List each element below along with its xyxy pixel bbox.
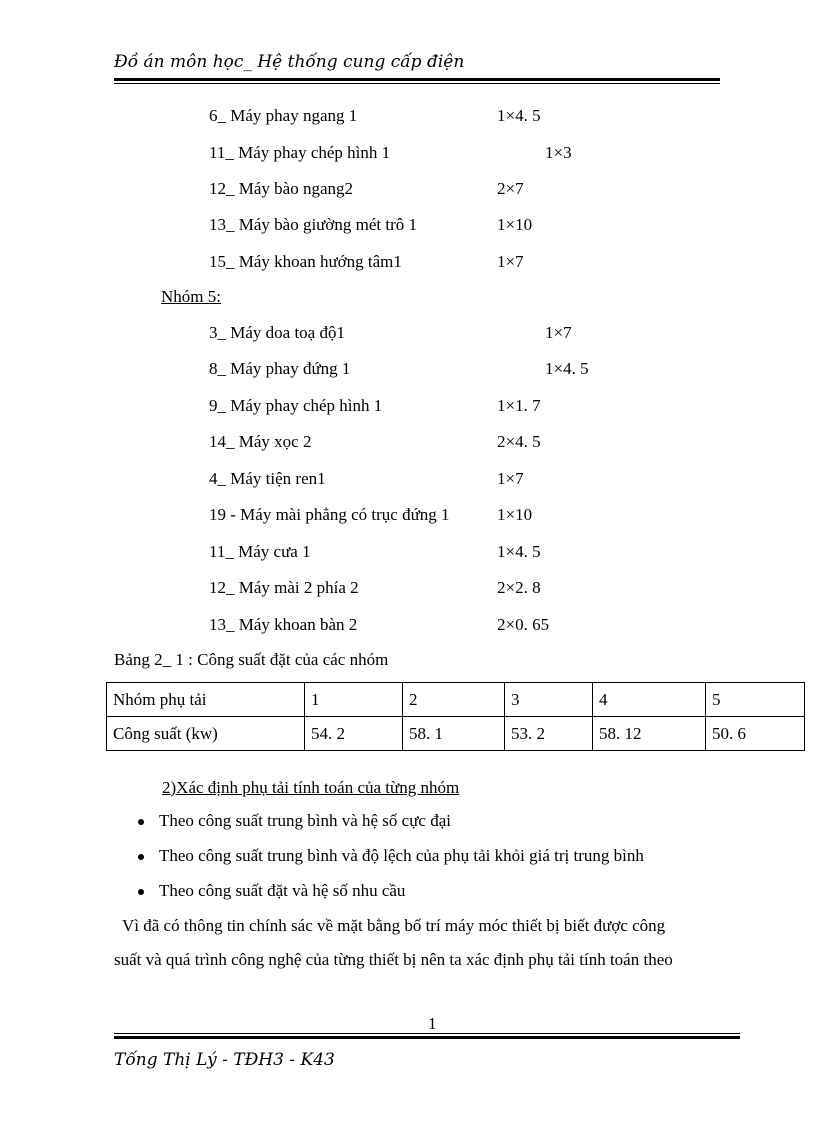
table-cell: 58. 12 [593,717,706,751]
bullet-text: Theo công suất đặt và hệ số nhu cầu [159,881,406,900]
footer-rule-thin [114,1033,740,1034]
list-item-name: 8_ Máy phay đứng 1 [209,359,351,378]
list-item-name: 13_ Máy khoan bàn 2 [209,615,358,634]
table-cell: 50. 6 [706,717,805,751]
footer-author: Tống Thị Lý - TĐH3 - K43 [114,1050,335,1070]
table-caption: Bảng 2_ 1 : Công suất đặt của các nhóm [114,650,389,669]
list-item-name: 14_ Máy xọc 2 [209,432,312,451]
table-cell: 53. 2 [505,717,593,751]
list-item-value: 1×7 [545,323,572,342]
list-item-name: 6_ Máy phay ngang 1 [209,106,358,125]
paragraph-line: suất và quá trình công nghệ của từng thiết bị nên ta xác định phụ tải tính toán theo [114,950,673,969]
bullet-item [138,846,644,866]
list-item-name: 4_ Máy tiện ren1 [209,469,326,488]
list-item-name: 9_ Máy phay chép hình 1 [209,396,383,415]
list-item-name: 3_ Máy doa toạ độ1 [209,323,345,342]
list-item-value: 1×3 [545,143,572,162]
group-5-title: Nhóm 5: [161,287,221,306]
table-cell: Công suất (kw) [107,717,305,751]
list-item-value: 1×1. 7 [497,396,541,415]
table-cell: 2 [403,683,505,717]
list-item-name: 12_ Máy bào ngang2 [209,179,354,198]
list-item-value: 1×4. 5 [497,542,541,561]
list-item-value: 1×4. 5 [497,106,541,125]
list-item-value: 2×2. 8 [497,578,541,597]
list-item-value: 1×10 [497,505,533,524]
bullet-text: Theo công suất trung bình và hệ số cực đại [159,811,451,830]
table-cell: 3 [505,683,593,717]
table-row [107,717,805,751]
list-item-name: 15_ Máy khoan hướng tâm1 [209,252,402,271]
header-rule-thick [114,78,720,81]
list-item-value: 2×0. 65 [497,615,550,634]
list-item-name: 11_ Máy phay chép hình 1 [209,143,391,162]
header-rule-thin [114,83,720,84]
table-cell: Nhóm phụ tải [107,683,305,717]
list-item-value: 2×4. 5 [497,432,541,451]
list-item-value: 1×4. 5 [545,359,589,378]
bullet-item [138,881,405,901]
bullet-icon [138,819,144,825]
table-cell: 58. 1 [403,717,505,751]
table-cell: 5 [706,683,805,717]
table-cell: 1 [305,683,403,717]
list-item-value: 1×10 [497,215,533,234]
list-item-name: 13_ Máy bào giường mét trô 1 [209,215,418,234]
list-item-name: 11_ Máy cưa 1 [209,542,311,561]
list-item-name: 12_ Máy mài 2 phía 2 [209,578,359,597]
page-number: 1 [428,1014,437,1033]
table-row [107,683,805,717]
power-table [106,682,805,751]
section-title: 2)Xác định phụ tải tính toán của từng nhóm [162,778,460,797]
bullet-icon [138,889,144,895]
paragraph-line: Vì đã có thông tin chính sác về mặt bằng bố trí máy móc thiết bị biết được công [122,916,666,935]
table-cell: 4 [593,683,706,717]
bullet-icon [138,854,144,860]
list-item-value: 1×7 [497,252,524,271]
bullet-item [138,811,451,831]
footer-rule-thick [114,1036,740,1039]
list-item-name: 19 - Máy mài phẳng có trục đứng 1 [209,505,450,524]
bullet-text: Theo công suất trung bình và độ lệch của phụ tải khỏi giá trị trung bình [159,846,644,865]
table-cell: 54. 2 [305,717,403,751]
list-item-value: 2×7 [497,179,524,198]
header-title: Đồ án môn học_ Hệ thống cung cấp điện [114,52,465,72]
list-item-value: 1×7 [497,469,524,488]
